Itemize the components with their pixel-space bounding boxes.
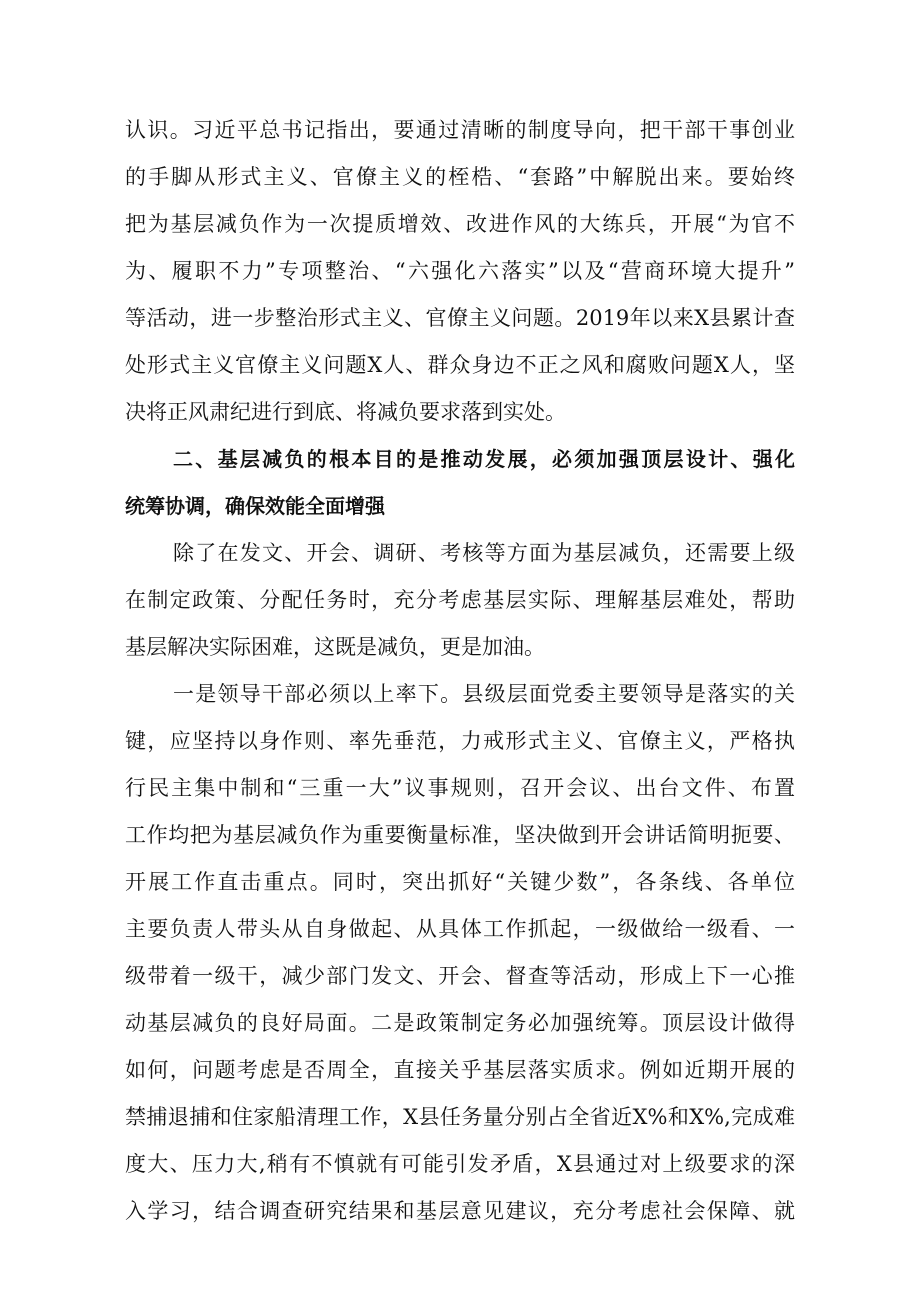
paragraph-line: 一是领导干部必须以上率下。县级层面党委主要领导是落实的关 [173, 682, 795, 706]
paragraph-line: 基层解决实际困难，这既是减负，更是加油。 [125, 635, 545, 659]
paragraph-line: 入学习，结合调查研究结果和基层意见建议，充分考虑社会保障、就 [125, 1199, 795, 1223]
paragraph-line: 决将正风肃纪进行到底、将减负要求落到实处。 [125, 400, 566, 424]
paragraph-line: 级带着一级干，减少部门发文、开会、督查等活动，形成上下一心推 [125, 964, 795, 988]
paragraph-line: 开展工作直击重点。同时，突出抓好“关键少数”，各条线、各单位 [125, 870, 795, 894]
paragraph-line: 把为基层减负作为一次提质增效、改进作风的大练兵，开展“为官不 [125, 212, 795, 236]
paragraph-line: 为、履职不力”专项整治、“六强化六落实”以及“营商环境大提升” [125, 259, 795, 283]
paragraph-line: 在制定政策、分配任务时，充分考虑基层实际、理解基层难处，帮助 [125, 588, 795, 612]
paragraph-line: 认识。习近平总书记指出，要通过清晰的制度导向，把干部干事创业 [125, 118, 795, 142]
paragraph-line: 等活动，进一步整治形式主义、官僚主义问题。2019年以来X县累计查 [125, 306, 795, 330]
paragraph-line: 如何，问题考虑是否周全，直接关乎基层落实质求。例如近期开展的 [125, 1058, 795, 1082]
paragraph-line: 处形式主义官僚主义问题X人、群众身边不正之风和腐败问题X人，坚 [125, 353, 795, 377]
paragraph-line: 度大、压力大,稍有不慎就有可能引发矛盾，X县通过对上级要求的深 [125, 1152, 795, 1176]
paragraph-line: 禁捕退捕和住家船清理工作，X县任务量分别占全省近X%和X%,完成难 [125, 1105, 795, 1129]
paragraph-line: 的手脚从形式主义、官僚主义的桎梏、“套路”中解脱出来。要始终 [125, 165, 795, 189]
paragraph-line: 除了在发文、开会、调研、考核等方面为基层减负，还需要上级 [173, 541, 795, 565]
paragraph-line: 键，应坚持以身作则、率先垂范，力戒形式主义、官僚主义，严格执 [125, 729, 795, 753]
paragraph-line: 动基层减负的良好局面。二是政策制定务必加强统筹。顶层设计做得 [125, 1011, 795, 1035]
section-heading-line: 二、基层减负的根本目的是推动发展，必须加强顶层设计、强化 [173, 447, 795, 471]
paragraph-line: 行民主集中制和“三重一大”议事规则，召开会议、出台文件、布置 [125, 776, 795, 800]
paragraph-line: 工作均把为基层减负作为重要衡量标准，坚决做到开会讲话简明扼要、 [125, 823, 795, 847]
section-heading-line: 统筹协调，确保效能全面增强 [125, 494, 385, 518]
paragraph-line: 主要负责人带头从自身做起、从具体工作抓起，一级做给一级看、一 [125, 917, 795, 941]
